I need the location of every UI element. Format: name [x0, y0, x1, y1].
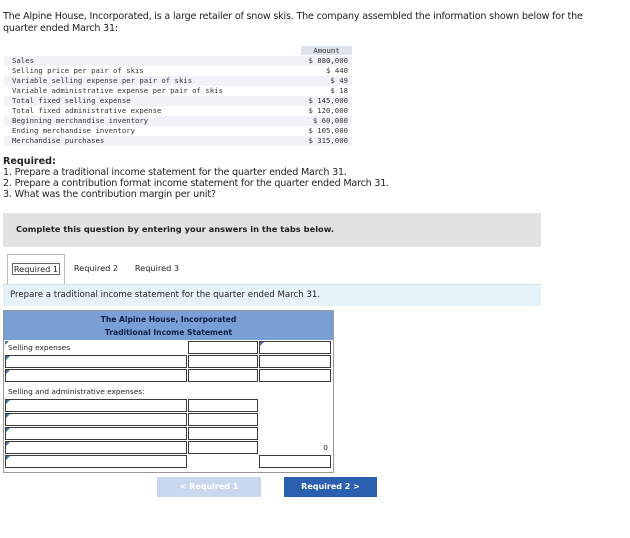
- required-item: 3. What was the contribution margin per unit?: [3, 189, 216, 200]
- statement-header: [4, 311, 333, 340]
- dropdown-marker-icon: [6, 400, 10, 404]
- row-amount: $ 440: [326, 66, 348, 75]
- row-amount: $ 18: [330, 86, 348, 95]
- dropdown-marker-icon: [6, 370, 10, 374]
- row-label: Variable administrative expense per pair of skis: [12, 86, 223, 95]
- row-label: Merchandise purchases: [12, 136, 105, 145]
- account-select[interactable]: [5, 369, 187, 382]
- dropdown-marker-icon: [6, 428, 10, 432]
- row-amount: $ 120,000: [308, 106, 348, 115]
- complete-question-text: Complete this question by entering your answers in the tabs below.: [16, 224, 335, 234]
- row-amount: $ 49: [330, 76, 348, 85]
- amount-input[interactable]: [188, 427, 258, 440]
- amount-input[interactable]: [188, 369, 258, 382]
- problem-intro: The Alpine House, Incorporated, is a large retailer of snow skis. The company assembled the information shown below for the quarter ended March 31:: [3, 11, 583, 34]
- account-select[interactable]: [5, 441, 187, 454]
- table-row: [4, 76, 352, 86]
- row-label: Total fixed administrative expense: [12, 106, 162, 115]
- instruction-text: Prepare a traditional income statement for the quarter ended March 31.: [10, 290, 321, 300]
- company-name: The Alpine House, Incorporated: [100, 315, 237, 324]
- dropdown-marker-icon: [6, 414, 10, 418]
- required-item: 2. Prepare a contribution format income statement for the quarter ended March 31.: [3, 178, 390, 189]
- row-amount: $ 60,000: [312, 116, 348, 125]
- amount-input[interactable]: [188, 355, 258, 368]
- tab-required-2[interactable]: Required 2: [73, 263, 119, 273]
- row-amount: $ 880,000: [308, 56, 348, 65]
- row-amount: $ 145,000: [308, 96, 348, 105]
- statement-title: Traditional Income Statement: [104, 328, 233, 337]
- table-row: [4, 116, 352, 126]
- dropdown-marker-icon: [6, 456, 10, 460]
- dropdown-marker-icon: [6, 356, 10, 360]
- table-row: [4, 96, 352, 106]
- row-label: Beginning merchandise inventory: [12, 116, 149, 125]
- table-row: [4, 126, 352, 136]
- total-input[interactable]: [259, 355, 331, 368]
- row-label: Sales: [12, 56, 34, 65]
- account-select[interactable]: [5, 399, 187, 412]
- dropdown-marker-icon: [6, 442, 10, 446]
- dropdown-marker-icon: [5, 341, 9, 345]
- table-row: [4, 136, 352, 146]
- table-row: [4, 56, 352, 66]
- admin-expenses-label: Selling and administrative expenses:: [5, 385, 187, 398]
- table-row: [4, 86, 352, 96]
- amount-header: Amount: [301, 46, 352, 55]
- required-list: [3, 167, 389, 200]
- required-item: 1. Prepare a traditional income statement for the quarter ended March 31.: [3, 167, 347, 178]
- row-label: Ending merchandise inventory: [12, 126, 136, 135]
- row-label: Selling price per pair of skis: [12, 66, 144, 75]
- complete-question-bar: [3, 213, 541, 247]
- row-amount: $ 315,000: [308, 136, 348, 145]
- income-statement: [3, 310, 334, 473]
- row-label: Variable selling expense per pair of skis: [12, 76, 193, 85]
- total-input[interactable]: [259, 455, 331, 468]
- account-select[interactable]: [5, 455, 187, 468]
- amount-input[interactable]: [188, 441, 258, 454]
- prev-required-button[interactable]: < Required 1: [157, 477, 261, 497]
- tab-required-3[interactable]: Required 3: [134, 263, 180, 273]
- account-select[interactable]: [5, 355, 187, 368]
- amount-input[interactable]: [188, 341, 258, 354]
- account-select[interactable]: [5, 427, 187, 440]
- total-value: 0: [259, 441, 331, 454]
- tab-label: Required 1: [13, 264, 59, 274]
- total-input[interactable]: [259, 369, 331, 382]
- total-input[interactable]: [259, 341, 331, 354]
- amount-input[interactable]: [188, 399, 258, 412]
- next-required-button[interactable]: Required 2 >: [284, 477, 377, 497]
- instruction-bar: [3, 284, 541, 306]
- selling-expenses-label: Selling expenses: [5, 341, 187, 354]
- table-row: [4, 106, 352, 116]
- row-amount: $ 105,000: [308, 126, 348, 135]
- account-select[interactable]: [5, 413, 187, 426]
- required-title: Required:: [3, 156, 56, 167]
- table-row: [4, 66, 352, 76]
- dropdown-marker-icon: [260, 342, 264, 346]
- row-label: Total fixed selling expense: [12, 96, 131, 105]
- tab-required-1[interactable]: [7, 254, 65, 284]
- amount-input[interactable]: [188, 413, 258, 426]
